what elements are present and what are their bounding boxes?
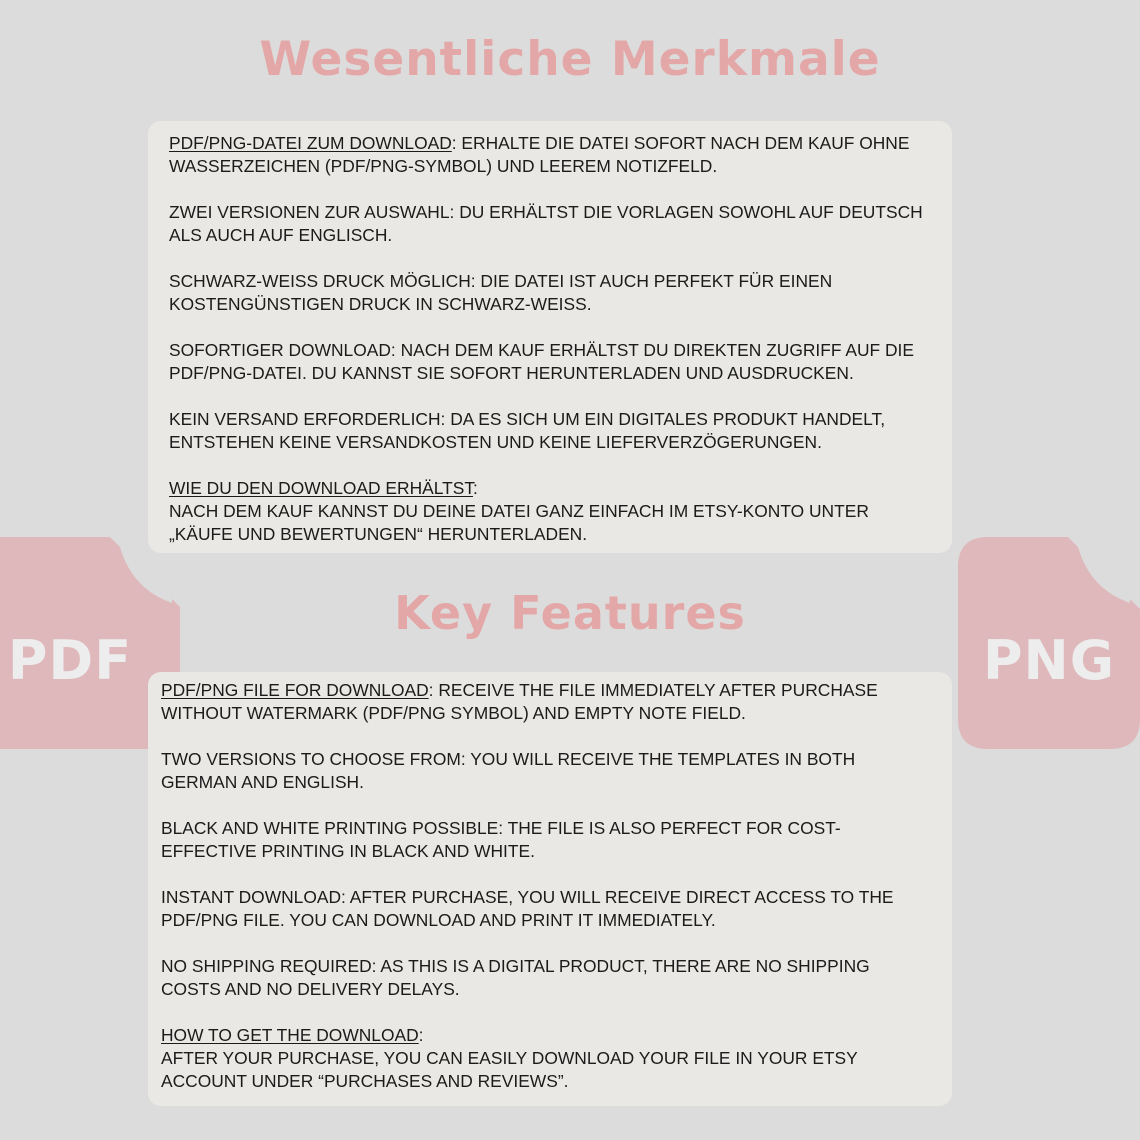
png-icon-label: PNG bbox=[982, 629, 1116, 692]
feature-text: : bbox=[473, 478, 478, 498]
feature-item bbox=[169, 132, 932, 178]
feature-key: WIE DU DEN DOWNLOAD ERHÄLTST bbox=[169, 478, 474, 498]
pdf-icon-label: PDF bbox=[7, 629, 133, 692]
feature-key: PDF/PNG-DATEI ZUM DOWNLOAD bbox=[169, 133, 452, 153]
feature-key: HOW TO GET THE DOWNLOAD bbox=[161, 1025, 419, 1045]
feature-text: : ERHALTE DIE DATEI SOFORT NACH DEM KAUF OHNE WASSERZEICHEN (PDF/PNG-SYMBOL) UND LEEREM NOTIZFELD. bbox=[169, 133, 910, 176]
feature-item: KEIN VERSAND ERFORDERLICH: DA ES SICH UM EIN DIGITALES PRODUKT HANDELT, ENTSTEHEN KEINE VERSANDKOSTEN UND KEINE LIEFERVERZÖGERUNGEN. bbox=[169, 409, 886, 452]
feature-text: : RECEIVE THE FILE IMMEDIATELY AFTER PURCHASE WITHOUT WATERMARK (PDF/PNG SYMBOL) AND EMPTY NOTE FIELD. bbox=[161, 680, 878, 723]
feature-item: BLACK AND WHITE PRINTING POSSIBLE: THE FILE IS ALSO PERFECT FOR COST-EFFECTIVE PRINTING IN BLACK AND WHITE. bbox=[161, 818, 841, 861]
feature-item bbox=[161, 679, 932, 725]
feature-item bbox=[169, 477, 932, 546]
english-features-card bbox=[148, 672, 952, 1106]
feature-item: NO SHIPPING REQUIRED: AS THIS IS A DIGITAL PRODUCT, THERE ARE NO SHIPPING COSTS AND NO DELIVERY DELAYS. bbox=[161, 956, 870, 999]
german-section-title: Wesentliche Merkmale bbox=[259, 32, 881, 87]
feature-detail: NACH DEM KAUF KANNST DU DEINE DATEI GANZ EINFACH IM ETSY-KONTO UNTER „KÄUFE UND BEWERTUNGEN“ HERUNTERLADEN. bbox=[169, 501, 869, 544]
feature-detail: AFTER YOUR PURCHASE, YOU CAN EASILY DOWNLOAD YOUR FILE IN YOUR ETSY ACCOUNT UNDER “PURCHASES AND REVIEWS”. bbox=[161, 1048, 858, 1091]
feature-item bbox=[161, 1024, 932, 1093]
feature-text: : bbox=[418, 1025, 424, 1045]
feature-item: SOFORTIGER DOWNLOAD: NACH DEM KAUF ERHÄLTST DU DIREKTEN ZUGRIFF AUF DIE PDF/PNG-DATEI. DU KANNST SIE SOFORT HERUNTERLADEN UND AUSDRUCKEN. bbox=[169, 340, 914, 383]
feature-item: SCHWARZ-WEISS DRUCK MÖGLICH: DIE DATEI IST AUCH PERFEKT FÜR EINEN KOSTENGÜNSTIGEN DRUCK IN SCHWARZ-WEISS. bbox=[169, 271, 833, 314]
german-features-card bbox=[148, 121, 952, 553]
feature-item: TWO VERSIONS TO CHOOSE FROM: YOU WILL RECEIVE THE TEMPLATES IN BOTH GERMAN AND ENGLISH. bbox=[161, 749, 856, 792]
feature-item: INSTANT DOWNLOAD: AFTER PURCHASE, YOU WILL RECEIVE DIRECT ACCESS TO THE PDF/PNG FILE. YOU CAN DOWNLOAD AND PRINT IT IMMEDIATELY. bbox=[161, 887, 894, 930]
english-section-title: Key Features bbox=[394, 586, 746, 640]
png-file-icon bbox=[958, 537, 1140, 749]
feature-key: PDF/PNG FILE FOR DOWNLOAD bbox=[161, 680, 429, 700]
feature-item: ZWEI VERSIONEN ZUR AUSWAHL: DU ERHÄLTST DIE VORLAGEN SOWOHL AUF DEUTSCH ALS AUCH AUF ENGLISCH. bbox=[169, 202, 923, 245]
